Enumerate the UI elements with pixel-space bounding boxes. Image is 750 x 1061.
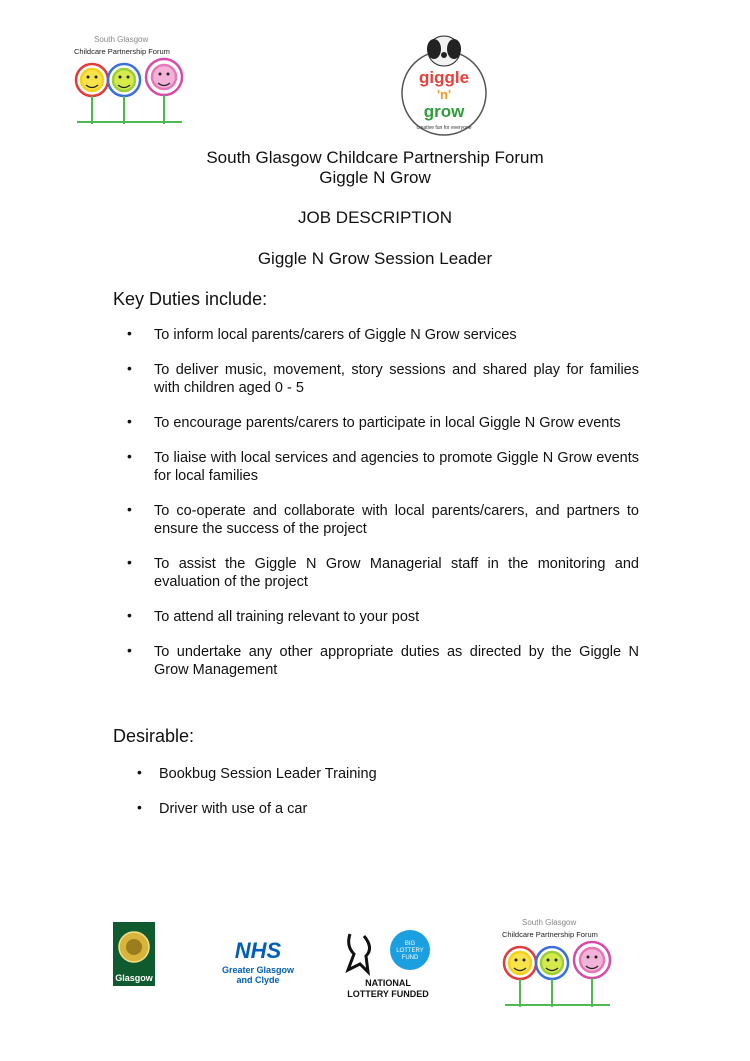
forum-logo-footer: [500, 915, 625, 1015]
desirable-list: [137, 765, 537, 835]
list-item: [127, 502, 639, 538]
list-item: [127, 326, 639, 344]
bullet-icon: •: [127, 360, 132, 376]
list-item: [137, 800, 537, 818]
forum-logo: [72, 32, 197, 132]
duty-text: To assist the Giggle N Grow Managerial staff in the monitoring and evaluation of the project: [154, 556, 639, 590]
gng-tagline: creative fun for everyone: [416, 125, 472, 131]
lottery-line1: NATIONAL: [365, 978, 411, 988]
key-duties-list: [127, 326, 639, 696]
lottery-badge-line2: LOTTERY: [396, 948, 424, 954]
desirable-heading: Desirable:: [113, 726, 195, 746]
lottery-line2: LOTTERY FUNDED: [347, 989, 429, 999]
list-item: [127, 608, 639, 626]
bullet-icon: •: [127, 325, 132, 341]
duty-text: To encourage parents/carers to participate in local Giggle N Grow events: [154, 415, 621, 431]
bullet-icon: •: [137, 799, 142, 815]
bullet-icon: •: [127, 607, 132, 623]
lottery-badge-line1: BIG: [404, 941, 416, 947]
forum-logo-footer-line1: South Glasgow: [522, 918, 577, 927]
desirable-text: Driver with use of a car: [159, 801, 308, 817]
gng-word3: grow: [423, 102, 465, 121]
duty-text: To liaise with local services and agencies to promote Giggle N Grow events for local families: [154, 450, 639, 484]
role-title: Giggle N Grow Session Leader: [257, 249, 493, 268]
bullet-icon: •: [127, 448, 132, 464]
duty-text: To inform local parents/carers of Giggle N Grow services: [154, 327, 517, 343]
nhs-logo: [222, 936, 294, 988]
project-title: Giggle N Grow: [319, 168, 431, 187]
list-item: [127, 361, 639, 397]
lottery-badge-line3: FUND: [401, 955, 419, 961]
forum-logo-line1: South Glasgow: [94, 35, 149, 44]
list-item: [127, 449, 639, 485]
doc-type-heading: JOB DESCRIPTION: [298, 208, 452, 227]
lottery-logo: [340, 926, 436, 1000]
desirable-text: Bookbug Session Leader Training: [159, 766, 377, 782]
forum-logo-footer-line2: Childcare Partnership Forum: [502, 930, 598, 939]
list-item: [127, 414, 639, 432]
key-duties-heading: Key Duties include:: [113, 289, 268, 309]
glasgow-logo-text: Glasgow: [115, 973, 153, 983]
gng-word1: giggle: [418, 68, 470, 87]
duty-text: To co-operate and collaborate with local parents/carers, and partners to ensure the success of the project: [154, 503, 639, 537]
forum-logo-line2: Childcare Partnership Forum: [74, 47, 170, 56]
gng-word2: 'n': [436, 87, 452, 102]
duty-text: To undertake any other appropriate duties as directed by the Giggle N Grow Management: [154, 644, 639, 678]
bullet-icon: •: [127, 413, 132, 429]
bullet-icon: •: [137, 764, 142, 780]
duty-text: To deliver music, movement, story sessions and shared play for families with children aged 0 - 5: [154, 362, 639, 396]
glasgow-council-logo: [113, 922, 155, 986]
bullet-icon: •: [127, 501, 132, 517]
list-item: [127, 643, 639, 679]
nhs-line2: and Clyde: [236, 975, 280, 985]
list-item: [127, 555, 639, 591]
list-item: [137, 765, 537, 783]
giggle-n-grow-logo: [398, 33, 490, 137]
bullet-icon: •: [127, 554, 132, 570]
duty-text: To attend all training relevant to your post: [154, 609, 420, 625]
bullet-icon: •: [127, 642, 132, 658]
org-title: South Glasgow Childcare Partnership Forum: [206, 148, 544, 167]
nhs-line1: Greater Glasgow: [222, 965, 294, 975]
nhs-mark: NHS: [234, 938, 282, 963]
